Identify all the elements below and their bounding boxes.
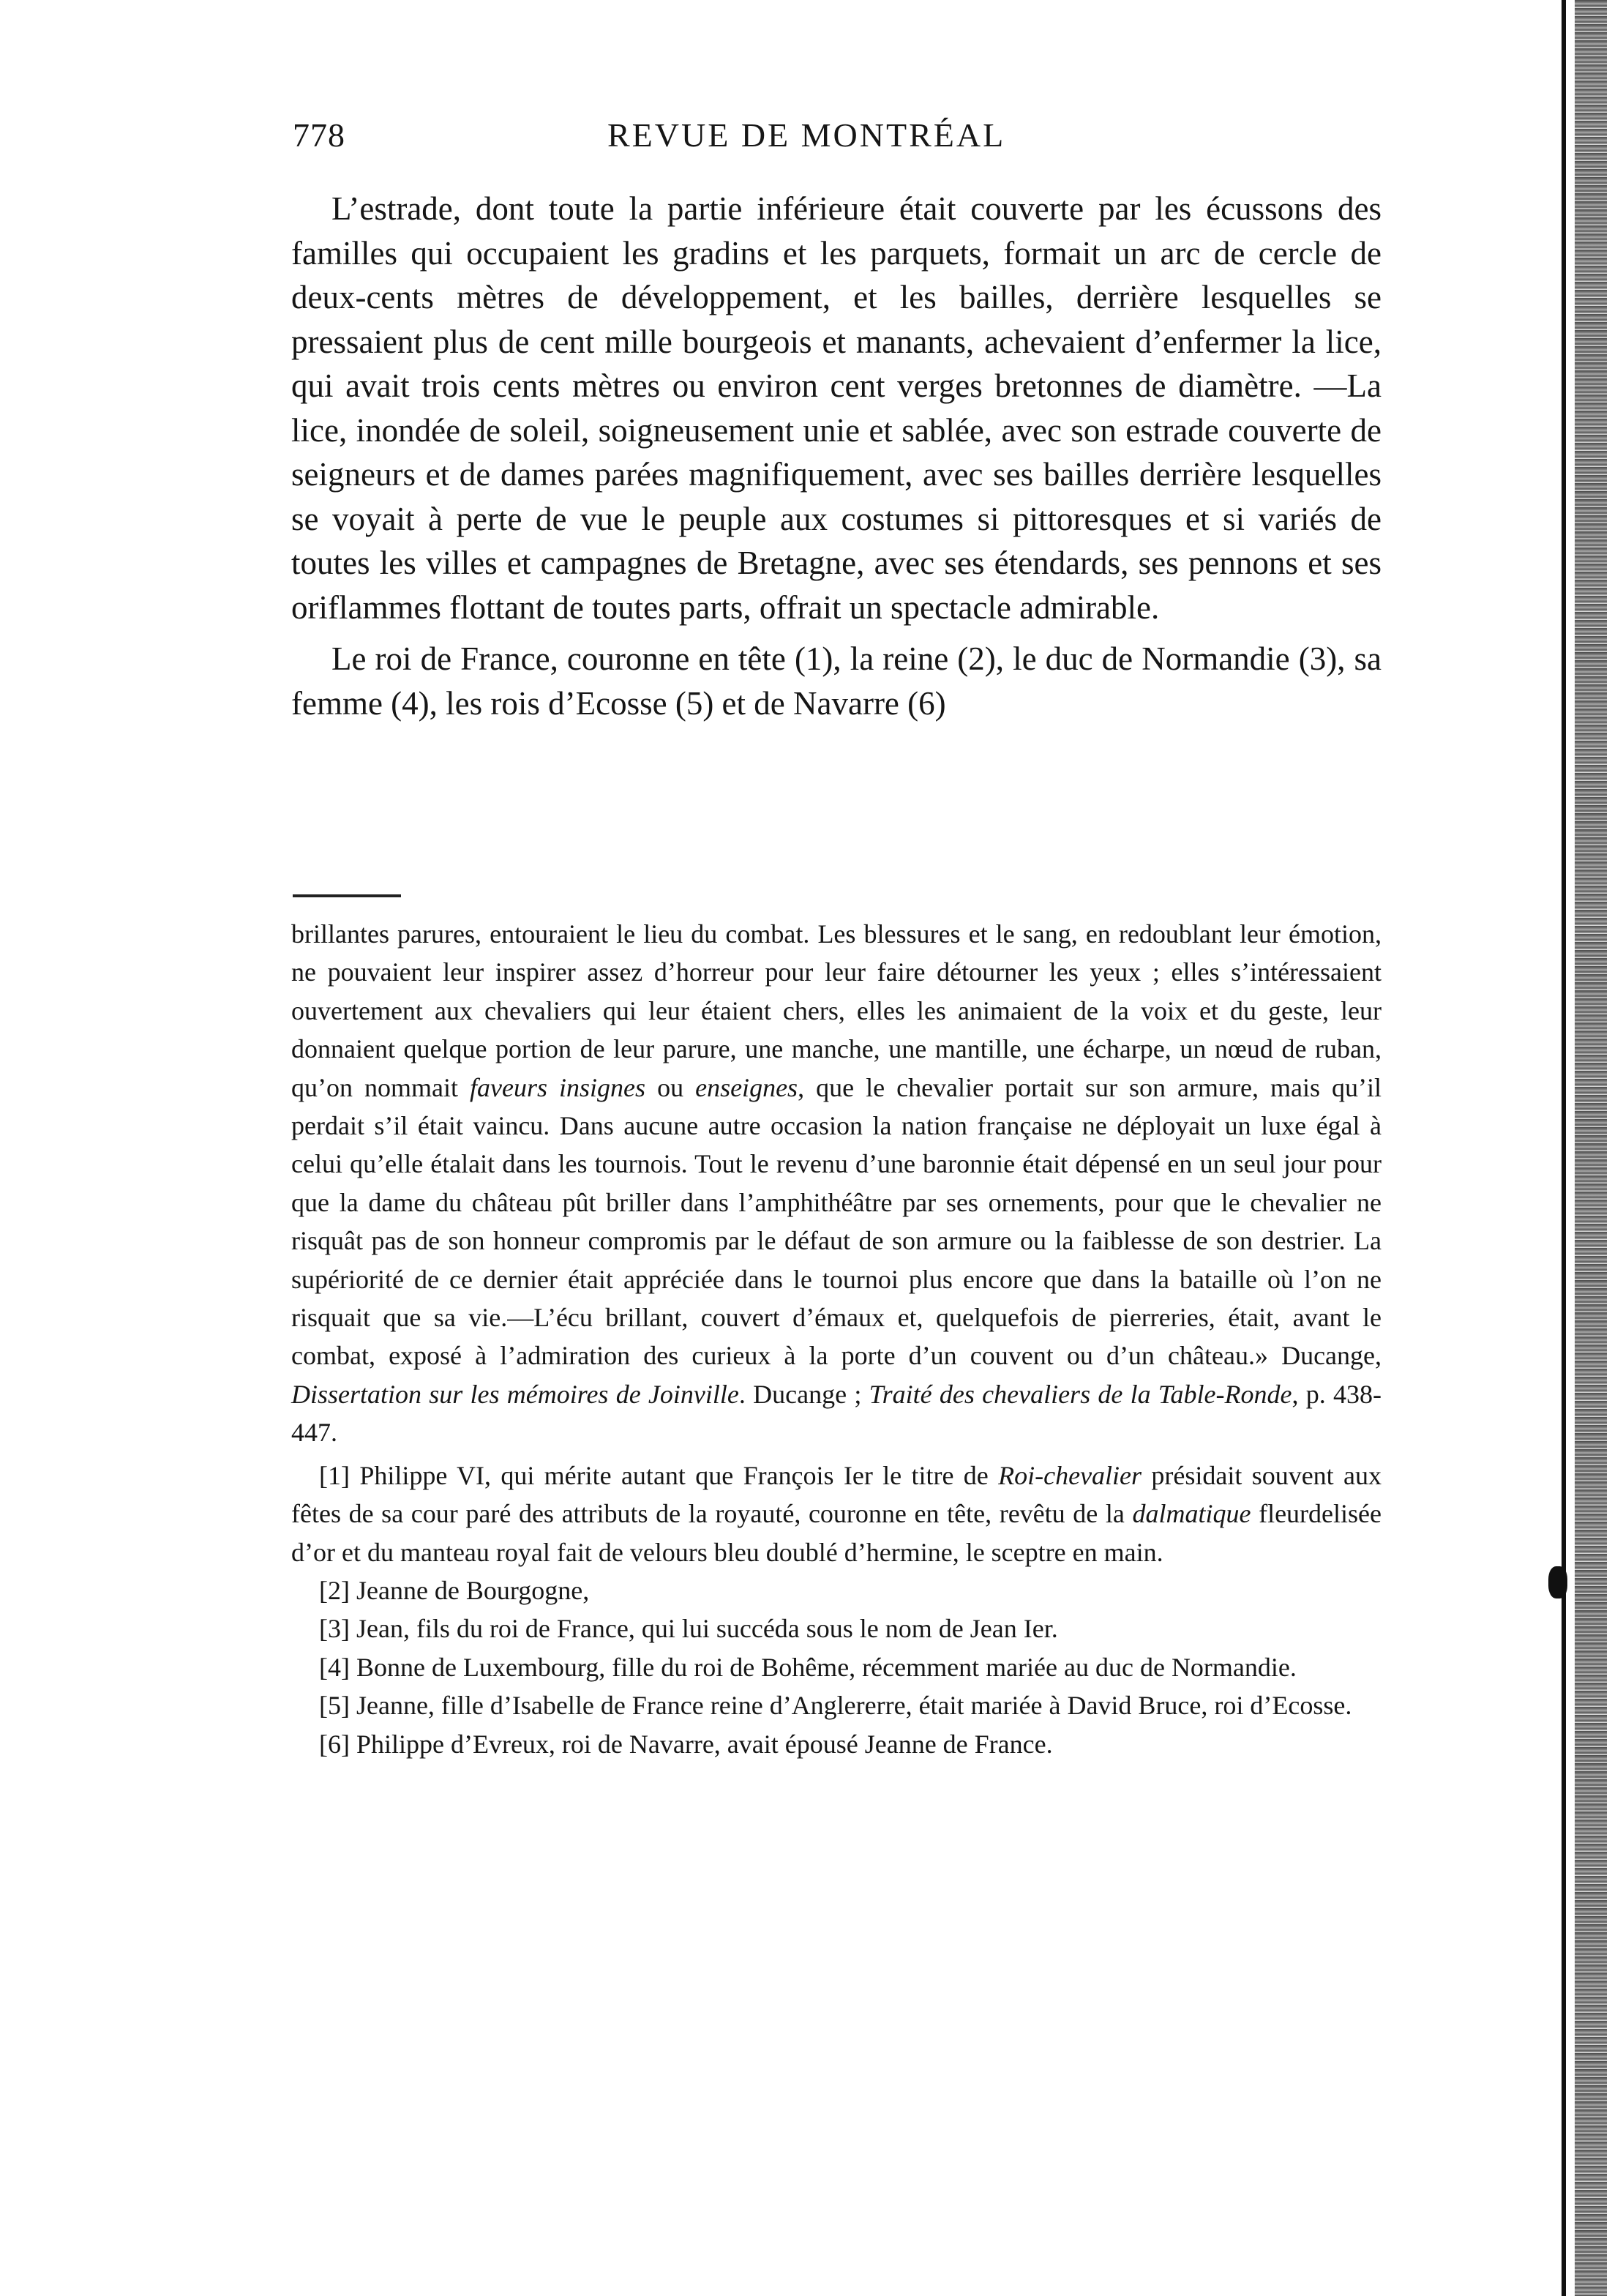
- footnote-3: [3] Jean, fils du roi de France, qui lui succéda sous le nom de Jean Ier.: [319, 1614, 1058, 1644]
- footnote-1-text-b: présidait souvent aux fêtes de sa cour paré des attributs de la royauté, couronne en tête, revêtu de la: [291, 1460, 1382, 1529]
- footnote-continuation-text-2: ou: [645, 1072, 696, 1102]
- footnote-continuation-text-3: , que le chevalier portait sur son armure, mais qu’il perdait s’il était vaincu. Dans aucune autre occasion la nation française ne déployait un luxe égal à celui qu’elle étalait dans les tournois. Tout le revenu d’une baronnie était dépensé en un seul jour pour que la dame du château pût briller dans l’amphithéâtre par ses ornements, pour que le chevalier ne risquât pas de son honneur compromis par le défaut de son armure ou la faiblesse de son destrier. La supériorité de ce dernier était appréciée dans le tournoi plus encore que dans la bataille où l’on ne risquait que sa vie.—L’écu brillant, couvert d’émaux et, quelquefois de pierreries, était, avant le combat, exposé à l’admiration des curieux à la porte d’un couvent ou d’un château.» Ducange,: [291, 1072, 1382, 1371]
- main-text: [291, 187, 1382, 725]
- footnote-1: [291, 1456, 1382, 1571]
- footnotes: [291, 915, 1382, 1763]
- page-number: 778: [293, 116, 345, 154]
- footnote-continuation-italic-3: Dissertation sur les mémoires de Joinville: [291, 1379, 739, 1409]
- running-title: REVUE DE MONTRÉAL: [607, 116, 1006, 154]
- footnote-6: [6] Philippe d’Evreux, roi de Navarre, avait épousé Jeanne de France.: [319, 1729, 1053, 1759]
- scan-ink-speck: [1548, 1566, 1567, 1598]
- footnote-continuation-italic-2: enseignes: [695, 1072, 798, 1102]
- footnote-separator: [293, 894, 401, 897]
- footnote-4: [4] Bonne de Luxembourg, fille du roi de Bohême, récemment mariée au duc de Normandie.: [319, 1652, 1297, 1682]
- footnote-continuation-text-1: brillantes parures, entouraient le lieu du combat. Les blessures et le sang, en redoublant leur émotion, ne pouvaient leur inspirer assez d’horreur pour leur faire détourner les yeux ; elles s’intéressaient ouvertement aux chevaliers qui leur étaient chers, elles les animaient de la voix et du geste, leur donnaient quelque portion de leur parure, une manche, une mantille, une écharpe, un nœud de ruban, qu’on nommait: [291, 919, 1382, 1102]
- footnote-continuation-italic-1: faveurs insignes: [470, 1072, 646, 1102]
- footnote-1-italic: Roi-chevalier: [998, 1460, 1142, 1490]
- footnote-continuation: [291, 915, 1382, 1452]
- footnote-1-text-a: [1] Philippe VI, qui mérite autant que François Ier le titre de: [319, 1460, 999, 1490]
- main-paragraph-1: L’estrade, dont toute la partie inférieure était couverte par les écussons des familles qui occupaient les gradins et les parquets, formait un arc de cercle de deux-cents mètres de développement, et les bailles, derrière lesquelles se pressaient plus de cent mille bourgeois et manants, achevaient d’enfermer la lice, qui avait trois cents mètres ou environ cent verges bretonnes de diamètre. —La lice, inondée de soleil, soigneusement unie et sablée, avec son estrade couverte de seigneurs et de dames parées magnifiquement, avec ses bailles derrière lesquelles se voyait à perte de vue le peuple aux costumes si pittoresques et si variés de toutes les villes et campagnes de Bretagne, avec ses étendards, ses pennons et ses oriflammes flottant de toutes parts, offrait un spectacle admirable.: [291, 190, 1382, 626]
- footnote-2: [2] Jeanne de Bourgogne,: [319, 1575, 590, 1605]
- page-header: [293, 116, 1361, 174]
- footnote-5: [5] Jeanne, fille d’Isabelle de France reine d’Anglererre, était mariée à David Bruce, roi d’Ecosse.: [319, 1691, 1352, 1721]
- footnote-1-text-c: fleurdelisée d’or et du manteau royal fait de velours bleu doublé d’hermine, le sceptre en main.: [291, 1499, 1382, 1567]
- footnote-1-italic-2: dalmatique: [1132, 1499, 1251, 1529]
- scan-edge-line: [1562, 0, 1566, 2296]
- scan-edge-strip: [1575, 0, 1607, 2296]
- main-paragraph-2: Le roi de France, couronne en tête (1), la reine (2), le duc de Normandie (3), sa femme (4), les rois d’Ecosse (5) et de Navarre (6): [291, 640, 1382, 722]
- footnote-continuation-text-4: . Ducange ;: [738, 1379, 869, 1409]
- footnote-continuation-text-5: , p. 438-447.: [291, 1379, 1382, 1448]
- footnote-continuation-italic-4: Traité des chevaliers de la Table-Ronde: [869, 1379, 1292, 1409]
